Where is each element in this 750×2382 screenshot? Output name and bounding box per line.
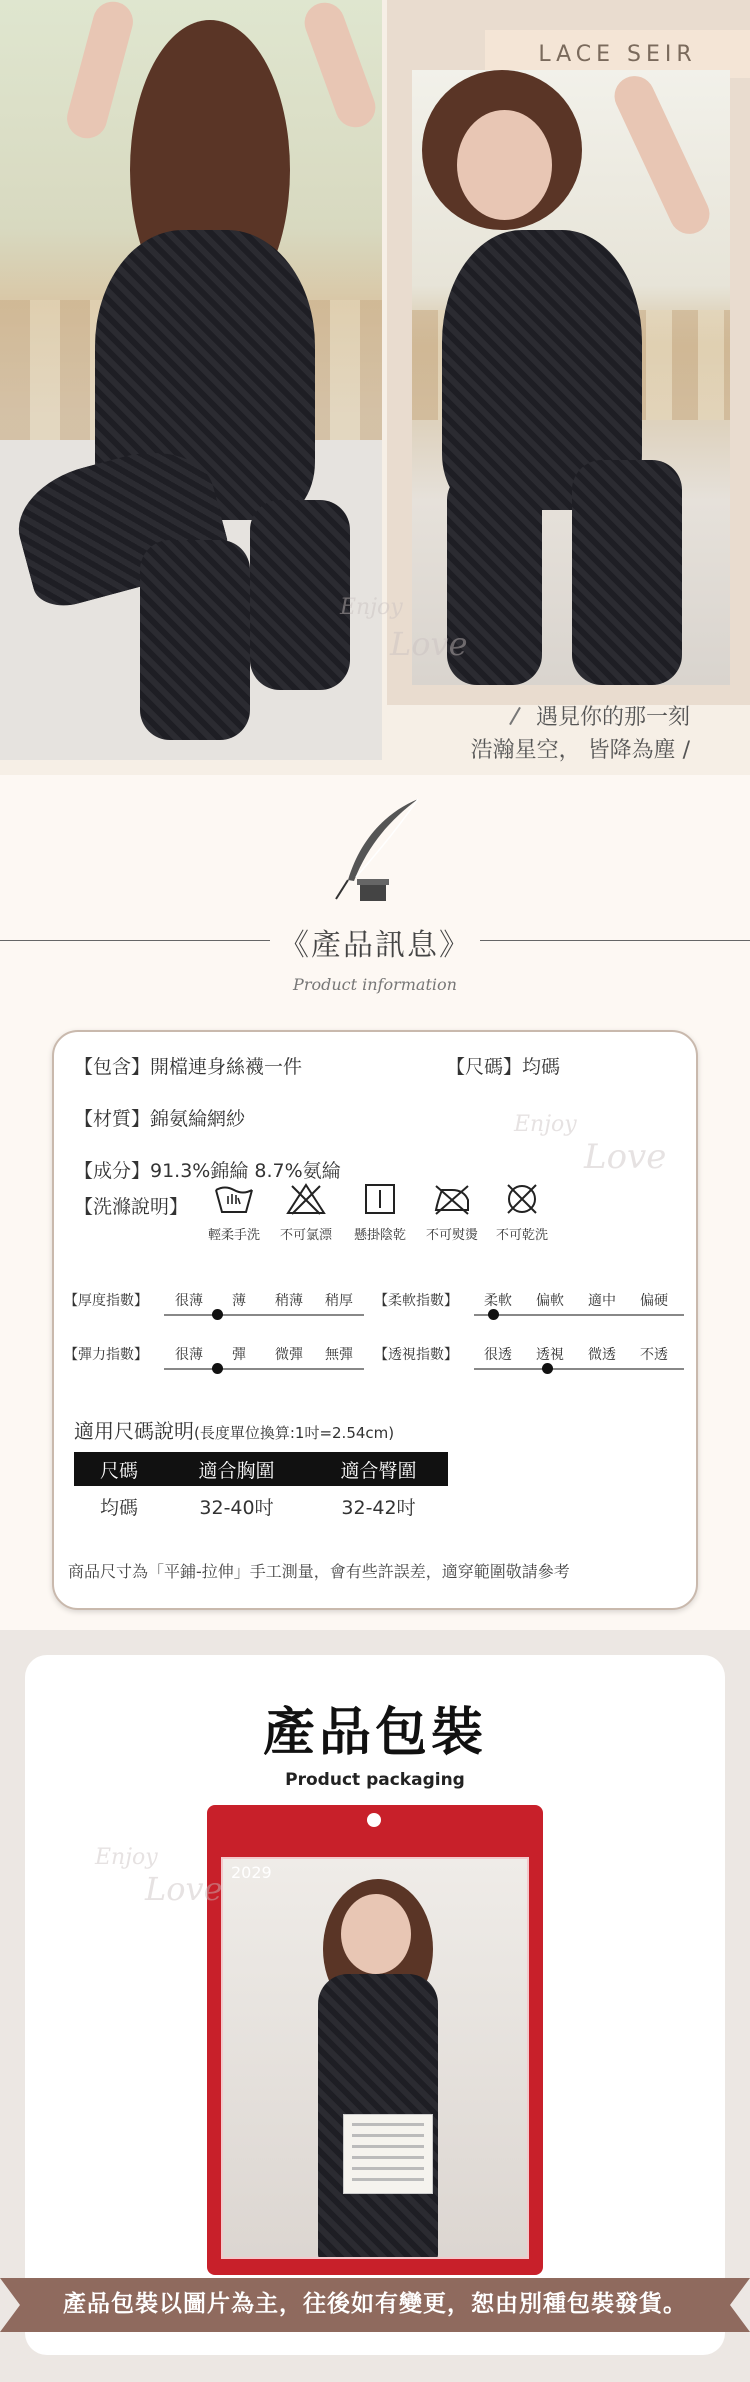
transparency-scale	[374, 1344, 689, 1384]
scale-option: 薄	[232, 1293, 246, 1309]
contents-label: 【包含】開檔連身絲襪一件	[74, 1056, 303, 1078]
packaging-subtitle: Product packaging	[285, 1770, 465, 1790]
thickness-scale	[64, 1290, 369, 1330]
watermark-enjoy: Enjoy	[514, 1112, 577, 1137]
size-table-header-cell: 尺碼	[99, 1459, 138, 1482]
size-table-cell: 均碼	[99, 1496, 138, 1519]
section-title: 《產品訊息》	[279, 928, 471, 963]
hand-wash-icon	[212, 1182, 256, 1216]
wash-item	[482, 1182, 562, 1243]
scale-line	[164, 1314, 364, 1316]
scale-line	[474, 1368, 684, 1370]
packaging-panel	[25, 1655, 725, 2355]
watermark-love: Love	[584, 1137, 667, 1177]
size-table-header-cell: 適合臀圍	[340, 1459, 417, 1482]
packaging-bag	[207, 1805, 543, 2275]
scale-option: 微透	[588, 1347, 616, 1363]
scale-option: 很薄	[175, 1293, 203, 1309]
scale-option: 偏軟	[536, 1293, 564, 1309]
packaging-title: 產品包裝	[262, 1703, 487, 1763]
scale-title: 【彈力指數】	[64, 1347, 148, 1363]
scale-marker	[488, 1309, 499, 1320]
scale-option: 柔軟	[484, 1293, 512, 1309]
wash-caption: 懸掛陰乾	[353, 1228, 406, 1243]
scale-option: 不透	[640, 1347, 668, 1363]
size-table-cell: 32-40吋	[199, 1496, 274, 1519]
elasticity-scale	[64, 1344, 369, 1384]
hang-dry-icon	[358, 1182, 402, 1216]
wash-caption: 不可氯漂	[279, 1228, 332, 1243]
scale-title: 【透視指數】	[374, 1347, 458, 1363]
softness-scale	[374, 1290, 689, 1330]
scale-option: 彈	[232, 1347, 246, 1363]
model-face	[457, 110, 552, 220]
watermark-enjoy: Enjoy	[95, 1845, 158, 1870]
size-table-header-cell: 適合胸圍	[198, 1459, 275, 1482]
scale-options	[472, 1290, 680, 1310]
bodystocking-leg	[572, 460, 682, 685]
model-photo-right	[412, 70, 730, 685]
scale-options	[472, 1344, 680, 1364]
scale-option: 很薄	[175, 1347, 203, 1363]
product-info-section	[0, 775, 750, 1630]
size-table	[74, 1452, 448, 1526]
scale-option: 很透	[484, 1347, 512, 1363]
watermark-enjoy: Enjoy	[340, 595, 403, 620]
no-bleach-icon	[284, 1182, 328, 1216]
bag-product-code: 2029	[231, 1863, 272, 1882]
product-info-card	[52, 1030, 698, 1610]
table-row	[74, 1486, 448, 1526]
bag-hang-hole	[367, 1813, 381, 1827]
size-table-cell: 32-42吋	[341, 1496, 416, 1519]
scale-title: 【厚度指數】	[64, 1293, 148, 1309]
size-chart-title	[74, 1415, 394, 1444]
wash-caption: 不可乾洗	[495, 1228, 548, 1243]
bag-window	[221, 1857, 529, 2259]
wash-item	[340, 1182, 420, 1243]
wash-item	[412, 1182, 492, 1243]
model-photo-left	[0, 0, 382, 760]
scale-option: 稍厚	[325, 1293, 353, 1309]
quill-pen-icon	[330, 795, 425, 905]
wash-caption: 不可熨燙	[425, 1228, 478, 1243]
composition-label: 【成分】91.3%錦綸 8.7%氨綸	[74, 1160, 341, 1182]
scale-option: 透視	[536, 1347, 564, 1363]
model-arm	[608, 70, 716, 240]
scale-option: 無彈	[325, 1347, 353, 1363]
scale-option: 稍薄	[275, 1293, 303, 1309]
section-title-row	[0, 920, 750, 963]
size-table-header	[74, 1452, 448, 1486]
wash-caption: 輕柔手洗	[207, 1228, 260, 1243]
wash-item	[266, 1182, 346, 1243]
scale-marker	[212, 1363, 223, 1374]
section-subtitle: Product information	[293, 975, 457, 994]
scale-line	[474, 1314, 684, 1316]
size-chart-heading: 適用尺碼說明	[74, 1419, 194, 1443]
wash-instructions-label: 【洗滌說明】	[74, 1196, 189, 1218]
brand-tag: LACE SEIR	[485, 30, 750, 78]
no-dry-clean-icon	[500, 1182, 544, 1216]
hero-section	[0, 0, 750, 775]
watermark-love: Love	[390, 625, 468, 663]
scale-marker	[212, 1309, 223, 1320]
scale-option: 偏硬	[640, 1293, 668, 1309]
scale-options	[164, 1290, 364, 1310]
model-arm	[299, 0, 381, 133]
product-label-sticker	[343, 2114, 433, 2194]
model-face	[341, 1894, 411, 1974]
material-label: 【材質】錦氨綸網紗	[74, 1108, 246, 1130]
watermark-love: Love	[145, 1870, 223, 1908]
measurement-note: 商品尺寸為「平鋪-拉伸」手工測量，會有些許誤差，適穿範圍敬請參考	[68, 1562, 570, 1581]
bodystocking-leg	[250, 500, 350, 690]
scale-option: 適中	[588, 1293, 616, 1309]
bodystocking-leg	[140, 540, 250, 740]
slogan-line-2: 浩瀚星空， 皆降為塵 /	[470, 738, 690, 763]
scale-options	[164, 1344, 364, 1364]
scale-title: 【柔軟指數】	[374, 1293, 458, 1309]
model-arm	[63, 0, 138, 143]
scale-line	[164, 1368, 364, 1370]
packaging-disclaimer: 產品包裝以圖片為主，往後如有變更，恕由別種包裝發貨。	[63, 2291, 687, 2317]
size-chart-unit-note: (長度單位換算:1吋=2.54cm)	[194, 1424, 395, 1442]
slogan-line-1: 遇見你的那一刻	[535, 705, 690, 730]
scale-marker	[542, 1363, 553, 1374]
wash-item	[194, 1182, 274, 1243]
no-iron-icon	[430, 1182, 474, 1216]
size-label: 【尺碼】均碼	[446, 1056, 561, 1078]
scale-option: 微彈	[275, 1347, 303, 1363]
